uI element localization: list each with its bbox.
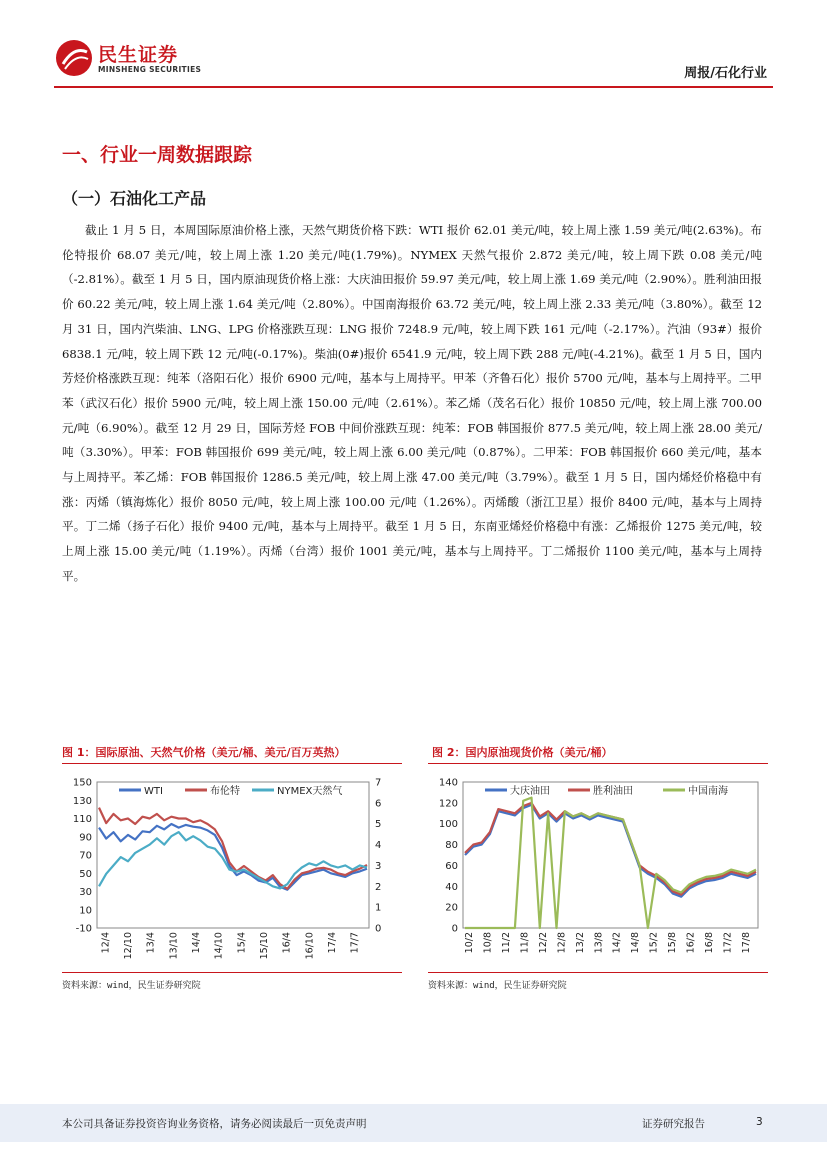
x-tick-label: 15/8 (667, 932, 679, 954)
y2-tick-label: 2 (375, 881, 382, 893)
figure-1-rule (62, 763, 402, 764)
x-tick-label: 16/8 (703, 932, 715, 954)
company-logo (54, 38, 204, 78)
y-tick-label: 30 (79, 887, 92, 898)
legend-label: WTI (144, 786, 163, 797)
x-tick-label: 13/4 (145, 932, 157, 954)
x-tick-label: 15/2 (648, 932, 660, 954)
legend-label: 胜利油田 (593, 786, 633, 797)
y-tick-label: 130 (72, 795, 92, 807)
y-tick-label: 50 (79, 868, 92, 880)
x-tick-label: 16/10 (304, 932, 316, 960)
x-tick-label: 17/4 (327, 932, 338, 954)
x-tick-label: 12/10 (123, 932, 134, 960)
series-line-WTI (99, 824, 367, 890)
legend-label: 布伦特 (210, 786, 240, 797)
report-tag: 周报/石化行业 (684, 66, 767, 81)
logo-cn-text: 民生证券 (98, 44, 179, 66)
figure-2-title: 图 2：国内原油现货价格（美元/桶） (432, 746, 613, 759)
y2-tick-label: 0 (375, 923, 382, 935)
legend-label: NYMEX天然气 (277, 786, 343, 797)
header-divider (54, 86, 773, 88)
figure-1-chart (57, 768, 402, 973)
y-tick-label: 60 (445, 860, 458, 872)
y-tick-label: 140 (438, 777, 458, 789)
figure-1-source: 资料来源：wind，民生证券研究院 (62, 981, 201, 991)
y2-tick-label: 5 (375, 819, 382, 831)
subsection-title: （一）石油化工产品 (62, 189, 207, 208)
y-tick-label: 150 (72, 777, 92, 789)
x-tick-label: 15/4 (236, 932, 248, 954)
y-tick-label: 20 (445, 902, 458, 914)
figure-1-bottom-rule (62, 972, 402, 973)
series-line-中国南海 (465, 798, 756, 928)
x-tick-label: 16/4 (281, 932, 293, 954)
x-tick-label: 13/10 (168, 932, 180, 960)
y2-tick-label: 7 (375, 777, 382, 789)
y-tick-label: 120 (438, 798, 458, 810)
x-tick-label: 16/2 (685, 932, 697, 954)
x-tick-label: 14/2 (611, 932, 623, 954)
series-line-大庆油田 (465, 805, 756, 897)
plot-frame (97, 782, 369, 928)
footer-disclaimer: 本公司具备证券投资咨询业务资格，请务必阅读最后一页免责声明 (62, 1118, 367, 1130)
x-tick-label: 14/8 (630, 932, 642, 954)
x-tick-label: 12/2 (537, 932, 549, 954)
series-line-布伦特 (99, 808, 367, 889)
body-paragraph: 截止 1 月 5 日，本周国际原油价格上涨，天然气期货价格下跌：WTI 报价 62.01 美元/吨，较上周上涨 1.59 美元/吨(2.63%)。布伦特报价 68.07 美元/吨，较上周上涨 1.20 美元/吨(1.79%)。NYMEX 天然气报价 2.872 美元/吨，较上周下跌 0.08 美元/吨（-2.81%）。截至 1 月 5 日，国内原油现货价格上涨：大庆油田报价 59.97 美元/吨，较上周上涨 1.69 美元/吨（2.90%）。胜利油田报价 60.22 美元/吨，较上周上涨 1.64 美元/吨（2.80%）。中国南海报价 63.72 美元/吨，较上周上涨 2.33 美元/吨（3.80%）。截至 12 月 31 日，国内汽柴油、LNG、LPG 价格涨跌互现：LNG 报价 7248.9 元/吨，较上周下跌 161 元/吨（-2.17%）。汽油（93#）报价 6838.1 元/吨，较上周下跌 12 元/吨(-0.17%)。柴油(0#)报价 6541.9 元/吨，较上周下跌 288 元/吨(-4.21%)。截至 1 月 5 日，国内芳烃价格涨跌互现：纯苯（洛阳石化）报价 6900 元/吨，基本与上周持平。甲苯（齐鲁石化）报价 5700 元/吨，基本与上周持平。二甲苯（武汉石化）报价 5900 元/吨，较上周上涨 150.00 元/吨（2.61%）。苯乙烯（茂名石化）报价 10850 元/吨，较上周上涨 700.00 元/吨（6.90%）。截至 12 月 29 日，国际芳烃 FOB 中间价涨跌互现：纯苯：FOB 韩国报价 877.5 美元/吨，较上周上涨 28.00 美元/吨（3.30%）。甲苯：FOB 韩国报价 699 美元/吨，较上周上涨 6.00 美元/吨（0.87%）。二甲苯：FOB 韩国报价 660 美元/吨，基本与上周持平。苯乙烯：FOB 韩国报价 1286.5 美元/吨，较上周上涨 47.00 美元/吨（3.79%）。截至 1 月 5 日，国内烯烃价格稳中有涨：丙烯（镇海炼化）报价 8050 元/吨，较上周上涨 100.00 元/吨（1.26%）。丙烯酸（浙江卫星）报价 8400 元/吨，基本与上周持平。丁二烯（扬子石化）报价 9400 元/吨，基本与上周持平。截至 1 月 5 日，东南亚烯烃价格稳中有涨：乙烯报价 1275 美元/吨，较上周上涨 15.00 美元/吨（1.19%）。丙烯（台湾）报价 1001 美元/吨，基本与上周持平。丁二烯报价 1100 美元/吨，基本与上周持平。 (62, 223, 762, 583)
x-tick-label: 13/2 (574, 932, 586, 954)
x-tick-label: 10/8 (482, 932, 494, 954)
page-number: 3 (756, 1116, 763, 1128)
figure-2-source: 资料来源：wind，民生证券研究院 (428, 981, 567, 991)
x-tick-label: 12/8 (556, 932, 568, 954)
y-tick-label: 10 (79, 905, 92, 917)
y-tick-label: 100 (438, 819, 458, 831)
y2-tick-label: 6 (375, 798, 382, 810)
y-tick-label: 40 (445, 881, 458, 893)
y2-tick-label: 4 (375, 840, 382, 852)
y-tick-label: 0 (451, 923, 458, 935)
x-tick-label: 13/8 (593, 932, 605, 954)
footer-report-type: 证券研究报告 (642, 1118, 705, 1130)
logo-en-text: MINSHENG SECURITIES (98, 65, 202, 74)
x-tick-label: 17/7 (349, 932, 361, 954)
y-tick-label: 90 (79, 832, 92, 844)
figure-2-rule (428, 763, 768, 764)
legend-label: 大庆油田 (510, 786, 550, 797)
y2-tick-label: 3 (375, 860, 382, 872)
x-tick-label: 10/2 (464, 932, 476, 954)
figure-2-bottom-rule (428, 972, 768, 973)
series-line-NYMEX天然气 (99, 832, 367, 888)
figure-2-chart (423, 768, 768, 973)
x-tick-label: 14/4 (191, 932, 202, 954)
y2-tick-label: 1 (375, 902, 382, 914)
logo-mark-icon (54, 38, 94, 78)
x-tick-label: 17/2 (722, 932, 734, 954)
plot-frame (463, 782, 758, 928)
y-tick-label: -10 (75, 923, 92, 935)
y-tick-label: 110 (72, 814, 92, 825)
x-tick-label: 15/10 (259, 932, 270, 960)
y-tick-label: 70 (79, 850, 92, 862)
figure-1-title: 图 1：国际原油、天然气价格（美元/桶、美元/百万英热） (62, 746, 346, 759)
x-tick-label: 11/8 (519, 932, 531, 954)
legend-label: 中国南海 (688, 786, 728, 797)
x-tick-label: 11/2 (501, 932, 513, 954)
section-title: 一、行业一周数据跟踪 (62, 144, 253, 166)
x-tick-label: 12/4 (100, 932, 112, 954)
x-tick-label: 17/8 (740, 932, 752, 954)
x-tick-label: 14/10 (213, 932, 225, 960)
y-tick-label: 80 (445, 840, 458, 852)
